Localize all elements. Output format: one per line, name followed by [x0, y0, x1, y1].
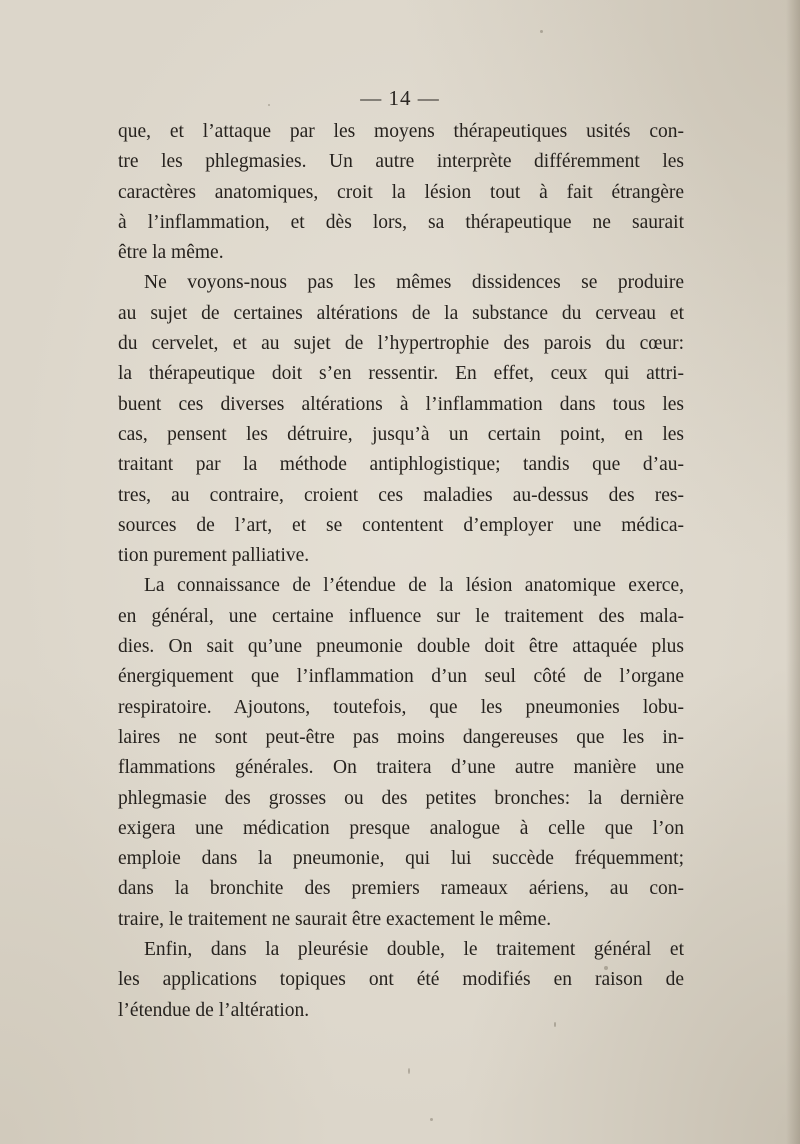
text-line: exigera une médication presque analogue à celle que l’on [118, 817, 684, 839]
text-line: buent ces diverses altérations à l’inflammation dans tous les [118, 393, 684, 415]
paper-speck [540, 30, 543, 33]
text-line: flammations générales. On traitera d’une autre manière une [118, 757, 684, 779]
text-line: du cervelet, et au sujet de l’hypertrophie des parois du cœur: [118, 333, 684, 355]
text-line: tre les phlegmasies. Un autre interprète différemment les [118, 151, 684, 173]
page-edge-shadow [786, 0, 800, 1144]
paper-speck [430, 1118, 433, 1121]
text-line: tion purement palliative. [118, 545, 310, 567]
text-line: au sujet de certaines altérations de la substance du cerveau et [118, 302, 684, 324]
text-line: être la même. [118, 242, 224, 264]
text-line: les applications topiques ont été modifiés en raison de [118, 969, 684, 991]
text-line: dans la bronchite des premiers rameaux aériens, au con- [118, 878, 684, 900]
text-line: respiratoire. Ajoutons, toutefois, que les pneumonies lobu- [118, 696, 684, 718]
body-text [118, 117, 684, 1026]
text-line: laires ne sont peut-être pas moins dangereuses que les in- [118, 726, 684, 748]
text-line: tres, au contraire, croient ces maladies au-dessus des res- [118, 484, 684, 506]
text-line: à l’inflammation, et dès lors, sa thérapeutique ne saurait [118, 211, 684, 233]
text-line: phlegmasie des grosses ou des petites bronches: la dernière [118, 787, 684, 809]
text-line: que, et l’attaque par les moyens thérapeutiques usités con- [118, 121, 684, 142]
text-line: Enfin, dans la pleurésie double, le traitement général et [144, 939, 684, 961]
paper-speck [408, 1068, 410, 1074]
text-line: en général, une certaine influence sur le traitement des mala- [118, 605, 684, 627]
text-line: La connaissance de l’étendue de la lésion anatomique exerce, [144, 575, 684, 597]
text-line: emploie dans la pneumonie, qui lui succède fréquemment; [118, 848, 684, 870]
text-line: sources de l’art, et se contentent d’employer une médica- [118, 514, 684, 536]
text-line: traire, le traitement ne saurait être exactement le même. [118, 908, 552, 930]
page-number: — 14 — [360, 86, 440, 110]
text-line: la thérapeutique doit s’en ressentir. En effet, ceux qui attri- [118, 363, 684, 385]
text-line: l’étendue de l’altération. [118, 999, 310, 1021]
text-line: dies. On sait qu’une pneumonie double doit être attaquée plus [118, 636, 684, 658]
text-line: énergiquement que l’inflammation d’un seul côté de l’organe [118, 666, 684, 688]
text-line: cas, pensent les détruire, jusqu’à un certain point, en les [118, 423, 684, 445]
text-line: traitant par la méthode antiphlogistique; tandis que d’au- [118, 454, 684, 476]
text-line: caractères anatomiques, croit la lésion tout à fait étrangère [118, 181, 684, 203]
text-line: Ne voyons-nous pas les mêmes dissidences se produire [144, 272, 684, 294]
